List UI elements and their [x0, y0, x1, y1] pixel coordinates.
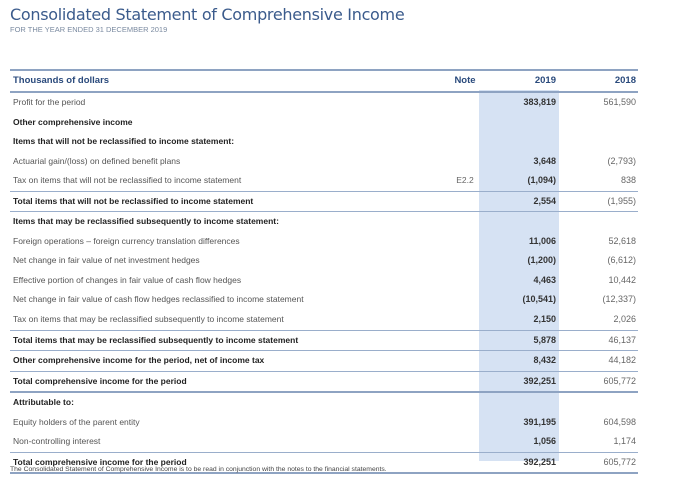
- value-2018: 561,590: [603, 97, 636, 107]
- value-2019: (1,094): [527, 175, 556, 186]
- row-label: Foreign operations – foreign currency translation differences: [13, 235, 240, 246]
- row-label: Total comprehensive income for the period: [13, 456, 187, 467]
- row-label: Items that may be reclassified subsequently to income statement:: [13, 216, 279, 227]
- table-row: [10, 271, 638, 291]
- value-2019: 4,463: [533, 274, 556, 285]
- table-row: [10, 171, 638, 192]
- value-2018: 46,137: [608, 334, 636, 345]
- table-row: [10, 93, 638, 113]
- row-label: Total comprehensive income for the period: [13, 375, 187, 386]
- value-2019: 2,554: [533, 195, 556, 206]
- value-2018: (2,793): [607, 155, 636, 166]
- value-2018: (12,337): [602, 294, 636, 305]
- footnote: The Consolidated Statement of Comprehensive Income is to be read in conjunction with the notes to the financial statements.: [10, 466, 387, 473]
- row-label: Other comprehensive income for the period, net of income tax: [13, 355, 265, 366]
- value-2019: 5,878: [533, 334, 556, 345]
- row-label: Net change in fair value of net investment hedges: [13, 255, 200, 266]
- table-row: [10, 113, 638, 133]
- table-row: [10, 310, 638, 331]
- value-2019: 392,251: [523, 375, 556, 386]
- value-2019: (1,200): [527, 255, 556, 266]
- value-2018: 52,618: [608, 235, 636, 246]
- value-2018: (6,612): [607, 255, 636, 266]
- row-label: Actuarial gain/(loss) on defined benefit plans: [13, 155, 181, 166]
- income-statement-table: [10, 69, 638, 474]
- row-label: Items that will not be reclassified to income statement:: [13, 136, 235, 147]
- value-2019: 1,056: [533, 436, 556, 447]
- table-row: [10, 132, 638, 152]
- table-row: [10, 192, 638, 213]
- header-note: Note: [454, 75, 476, 86]
- row-label: Tax on items that may be reclassified subsequently to income statement: [13, 314, 284, 325]
- page-subtitle: FOR THE YEAR ENDED 31 DECEMBER 2019: [10, 25, 168, 34]
- header-2019: 2019: [534, 75, 556, 86]
- value-2018: 1,174: [613, 436, 636, 447]
- table-row: [10, 413, 638, 433]
- row-note: E2.2: [456, 175, 474, 186]
- header-2018: 2018: [614, 75, 636, 86]
- header-label: Thousands of dollars: [13, 75, 110, 86]
- value-2019: 3,648: [533, 155, 556, 166]
- value-2018: 605,772: [603, 375, 636, 386]
- row-label: Equity holders of the parent entity: [13, 416, 140, 427]
- value-2018: 605,772: [603, 456, 636, 467]
- row-label: Other comprehensive income: [13, 116, 133, 127]
- table-header: [10, 71, 638, 93]
- value-2018: 2,026: [613, 314, 636, 325]
- table-row: [10, 212, 638, 232]
- table-row: [10, 372, 638, 394]
- value-2019: (10,541): [522, 294, 556, 305]
- row-label: Non-controlling interest: [13, 436, 101, 447]
- value-2019: 391,195: [523, 416, 556, 427]
- value-2019: 392,251: [523, 456, 556, 467]
- table-row: [10, 232, 638, 252]
- value-2018: 44,182: [608, 355, 636, 366]
- table-row: [10, 351, 638, 372]
- value-2019: 383,819: [523, 97, 556, 107]
- value-2018: 838: [620, 175, 636, 186]
- table-row: [10, 393, 638, 413]
- row-label: Net change in fair value of cash flow hedges reclassified to income statement: [13, 294, 304, 305]
- value-2018: 10,442: [608, 274, 636, 285]
- value-2019: 8,432: [533, 355, 556, 366]
- value-2018: (1,955): [607, 195, 636, 206]
- row-label: Effective portion of changes in fair value of cash flow hedges: [13, 274, 242, 285]
- value-2018: 604,598: [603, 416, 636, 427]
- row-label: Total items that will not be reclassified to income statement: [13, 195, 254, 206]
- value-2019: 11,006: [528, 235, 556, 246]
- row-label: Profit for the period: [13, 97, 86, 107]
- row-label: Total items that may be reclassified subsequently to income statement: [13, 334, 299, 345]
- row-label: Attributable to:: [13, 397, 74, 408]
- table-row: [10, 251, 638, 271]
- page-title: Consolidated Statement of Comprehensive Income: [10, 5, 405, 24]
- table-row: [10, 290, 638, 310]
- value-2019: 2,150: [533, 314, 556, 325]
- table-row: [10, 152, 638, 172]
- table-row: [10, 432, 638, 453]
- table-row: [10, 331, 638, 352]
- row-label: Tax on items that will not be reclassified to income statement: [13, 175, 242, 186]
